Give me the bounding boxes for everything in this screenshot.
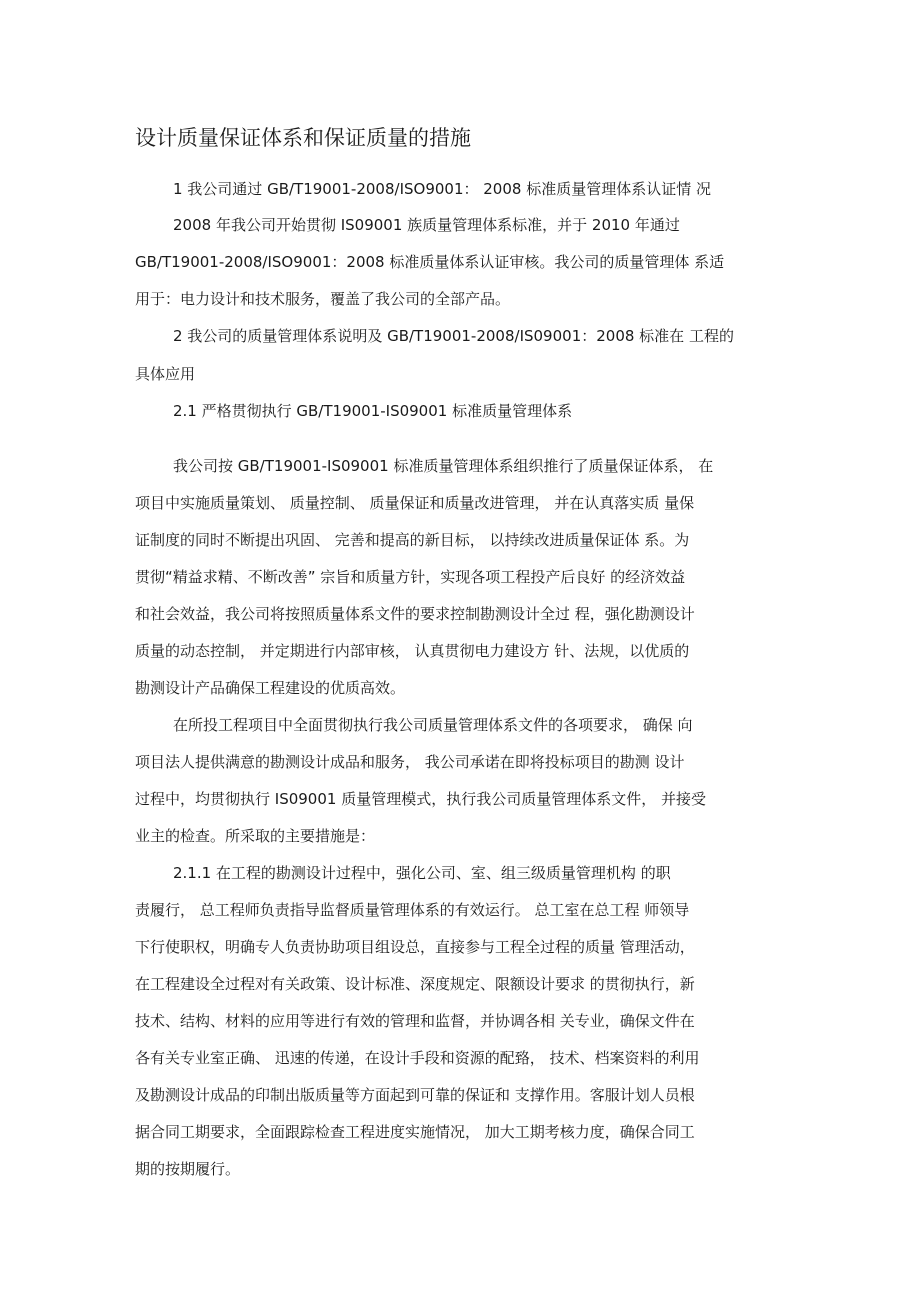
text-line: 勘测设计产品确保工程建设的优质高效。 (135, 679, 406, 697)
section-heading-2-1: 2.1 严格贯彻执行 GB/T19001-IS09001 标准质量管理体系 (173, 402, 573, 420)
text-line: 责履行， 总工程师负责指导监督质量管理体系的有效运行。 总工室在总工程 师领导 (135, 901, 690, 919)
text-line: 技术、结构、材料的应用等进行有效的管理和监督，并协调各相 关专业，确保文件在 (135, 1012, 695, 1030)
text-line: 过程中，均贯彻执行 IS09001 质量管理模式，执行我公司质量管理体系文件， 并接受 (135, 790, 706, 808)
text-line: 期的按期履行。 (135, 1160, 241, 1178)
text-line: 用于：电力设计和技术服务，覆盖了我公司的全部产品。 (135, 290, 511, 308)
text-line: 和社会效益，我公司将按照质量体系文件的要求控制勘测设计全过 程，强化勘测设计 (135, 605, 695, 623)
text-line: 具体应用 (135, 365, 196, 383)
text-line: 下行使职权，明确专人负责协助项目组设总，直接参与工程全过程的质量 管理活动， (135, 938, 695, 956)
text-line: 项目中实施质量策划、 质量控制、 质量保证和质量改进管理， 并在认真落实质 量保 (135, 494, 695, 512)
text-line: 2 我公司的质量管理体系说明及 GB/T19001-2008/IS09001：2008 标准在 工程的 (173, 327, 734, 345)
text-line: 据合同工期要求，全面跟踪检查工程进度实施情况， 加大工期考核力度，确保合同工 (135, 1123, 695, 1141)
text-line: 2008 年我公司开始贯彻 IS09001 族质量管理体系标准，并于 2010 年通过 (173, 216, 680, 234)
text-line: 及勘测设计成品的印制出版质量等方面起到可靠的保证和 支撑作用。客服计划人员根 (135, 1086, 695, 1104)
text-line: 质量的动态控制， 并定期进行内部审核， 认真贯彻电力建设方 针、法规，以优质的 (135, 642, 690, 660)
text-line: 业主的检查。所采取的主要措施是： (135, 827, 376, 845)
text-line: 在所投工程项目中全面贯彻执行我公司质量管理体系文件的各项要求， 确保 向 (173, 716, 693, 734)
text-line: 证制度的同时不断提出巩固、 完善和提高的新目标， 以持续改进质量保证体 系。为 (135, 531, 690, 549)
text-line: 项目法人提供满意的勘测设计成品和服务， 我公司承诺在即将投标项目的勘测 设计 (135, 753, 685, 771)
document-title: 设计质量保证体系和保证质量的措施 (135, 126, 471, 150)
text-line: GB/T19001-2008/ISO9001：2008 标准质量体系认证审核。我公司的质量管理体 系适 (135, 253, 725, 271)
text-line: 1 我公司通过 GB/T19001-2008/ISO9001： 2008 标准质量管理体系认证情 况 (173, 180, 711, 198)
text-line: 在工程建设全过程对有关政策、设计标准、深度规定、限额设计要求 的贯彻执行，新 (135, 975, 695, 993)
text-line: 贯彻“精益求精、不断改善” 宗旨和质量方针，实现各项工程投产后良好 的经济效益 (135, 568, 686, 586)
text-line: 我公司按 GB/T19001-IS09001 标准质量管理体系组织推行了质量保证体系， 在 (173, 457, 714, 475)
section-heading-2-1-1: 2.1.1 在工程的勘测设计过程中，强化公司、室、组三级质量管理机构 的职 (173, 864, 671, 882)
text-line: 各有关专业室正确、 迅速的传递，在设计手段和资源的配臵， 技术、档案资料的利用 (135, 1049, 700, 1067)
